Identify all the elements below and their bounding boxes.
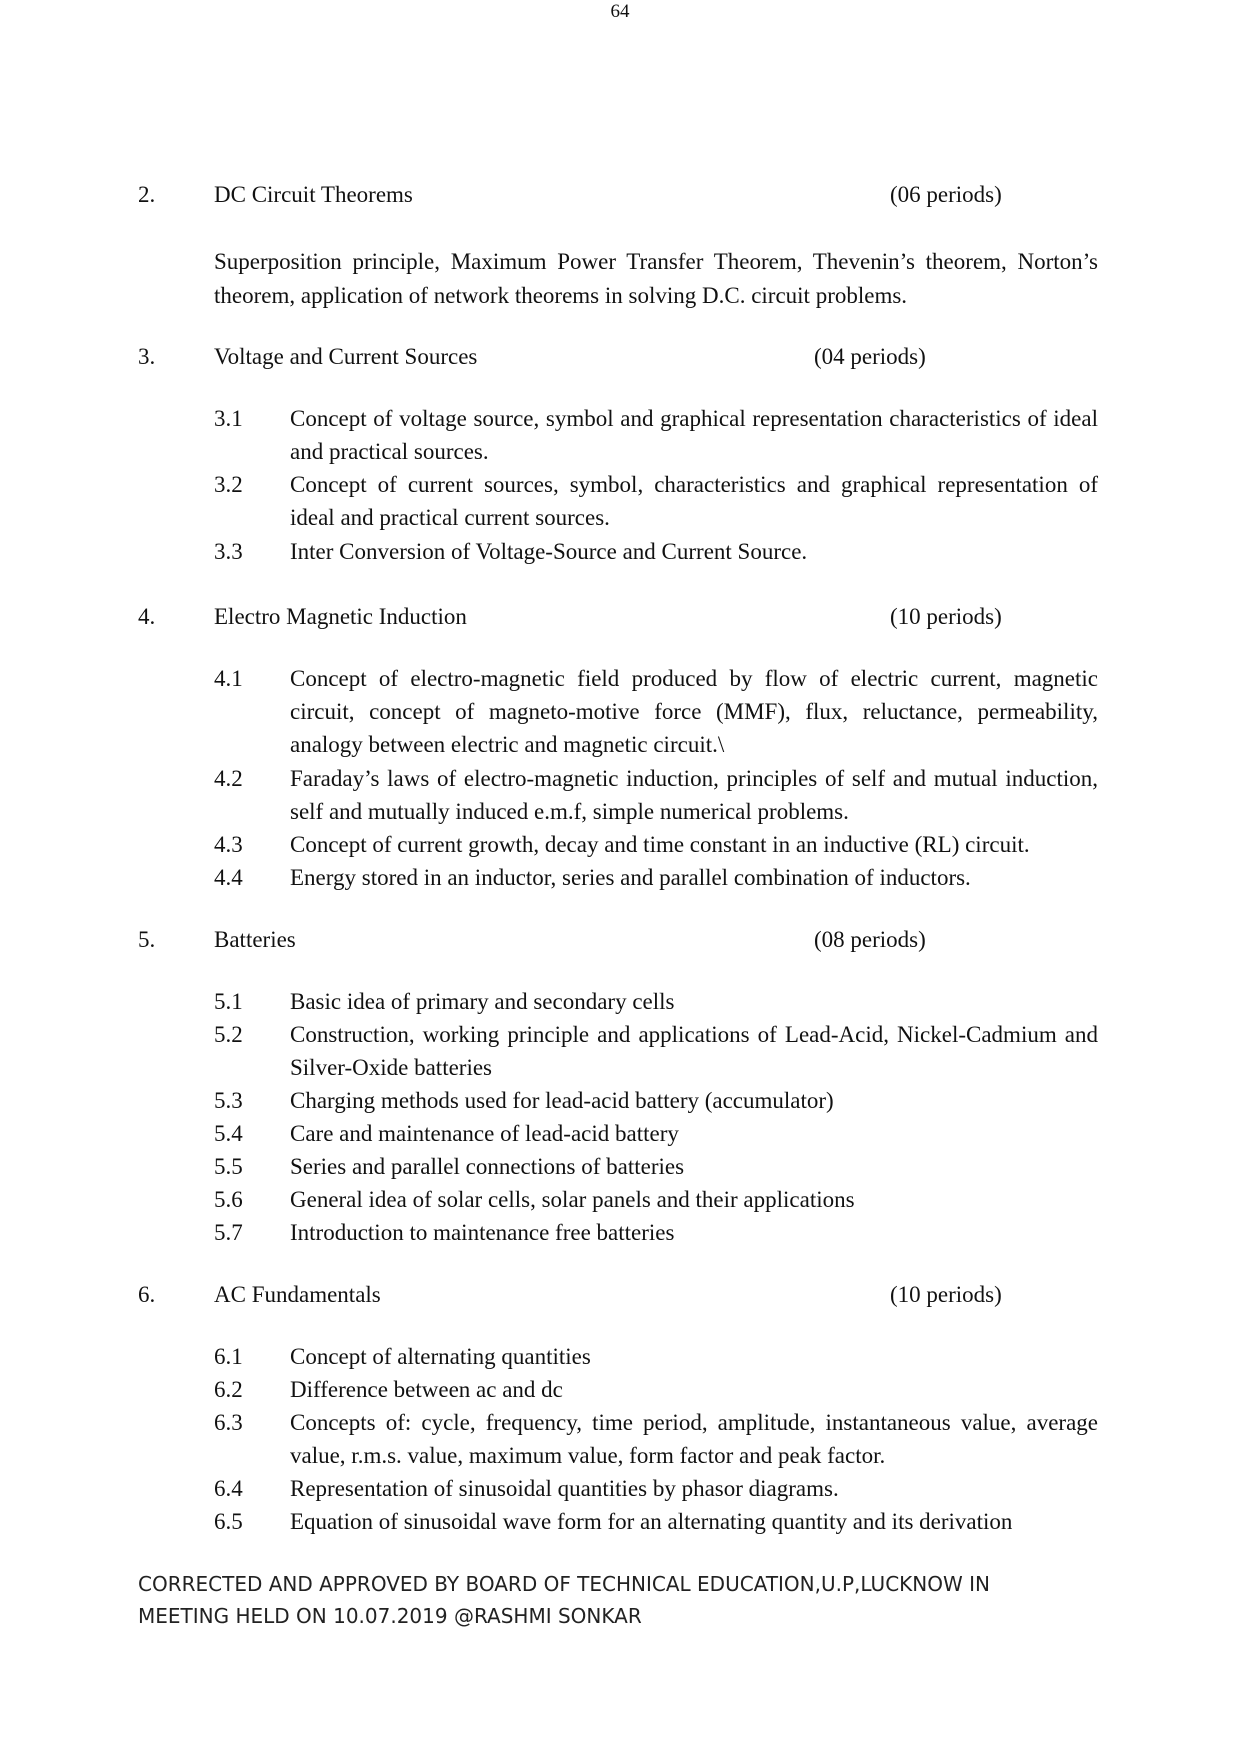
section-periods: (04 periods) bbox=[814, 344, 926, 369]
item-number: 5.3 bbox=[214, 1088, 243, 1113]
section-periods: (08 periods) bbox=[814, 927, 926, 952]
item-text: Concept of current sources, symbol, characteristics and graphical representation of ideal and practical current sources. bbox=[290, 472, 1098, 530]
item-text: Concepts of: cycle, frequency, time period, amplitude, instantaneous value, average value, r.m.s. value, maximum value, form factor and peak factor. bbox=[290, 1410, 1098, 1468]
item-text: Concept of alternating quantities bbox=[290, 1344, 591, 1369]
section-title: AC Fundamentals bbox=[214, 1282, 381, 1307]
item-text: Concept of voltage source, symbol and graphical representation characteristics of ideal and practical sources. bbox=[290, 406, 1098, 464]
section-periods: (10 periods) bbox=[890, 604, 1002, 629]
item-text: Difference between ac and dc bbox=[290, 1377, 563, 1402]
section-number: 4. bbox=[138, 604, 156, 629]
item-text: Introduction to maintenance free batteries bbox=[290, 1220, 675, 1245]
item-text: General idea of solar cells, solar panels and their applications bbox=[290, 1187, 855, 1212]
section-number: 2. bbox=[138, 182, 156, 207]
item-number: 6.1 bbox=[214, 1344, 243, 1369]
item-number: 3.3 bbox=[214, 539, 243, 564]
section-paragraph: Superposition principle, Maximum Power Transfer Theorem, Thevenin’s theorem, Norton’s theorem, application of network theorems in solving D.C. circuit problems. bbox=[214, 249, 1098, 308]
page-number: 64 bbox=[610, 1, 630, 22]
item-text: Concept of current growth, decay and time constant in an inductive (RL) circuit. bbox=[290, 832, 1030, 857]
item-number: 6.5 bbox=[214, 1509, 243, 1534]
item-number: 3.2 bbox=[214, 472, 243, 497]
item-number: 4.3 bbox=[214, 832, 243, 857]
item-number: 4.2 bbox=[214, 766, 243, 791]
item-text: Care and maintenance of lead-acid battery bbox=[290, 1121, 679, 1146]
item-text: Energy stored in an inductor, series and parallel combination of inductors. bbox=[290, 865, 971, 890]
item-number: 5.4 bbox=[214, 1121, 243, 1146]
item-text: Inter Conversion of Voltage-Source and Current Source. bbox=[290, 539, 808, 564]
item-number: 5.1 bbox=[214, 989, 243, 1014]
item-text: Series and parallel connections of batteries bbox=[290, 1154, 685, 1179]
section-title: Electro Magnetic Induction bbox=[214, 604, 467, 629]
section-title: DC Circuit Theorems bbox=[214, 182, 413, 207]
item-text: Basic idea of primary and secondary cells bbox=[290, 989, 675, 1014]
footer-line: CORRECTED AND APPROVED BY BOARD OF TECHNICAL EDUCATION,U.P,LUCKNOW IN bbox=[138, 1572, 990, 1596]
item-number: 5.6 bbox=[214, 1187, 243, 1212]
section-periods: (06 periods) bbox=[890, 182, 1002, 207]
section-title: Voltage and Current Sources bbox=[214, 344, 478, 369]
section-periods: (10 periods) bbox=[890, 1282, 1002, 1307]
item-number: 5.7 bbox=[214, 1220, 243, 1245]
item-number: 6.2 bbox=[214, 1377, 243, 1402]
item-number: 3.1 bbox=[214, 406, 243, 431]
item-text: Faraday’s laws of electro-magnetic induction, principles of self and mutual induction, self and mutually induced e.m.f, simple numerical problems. bbox=[290, 766, 1098, 824]
section-title: Batteries bbox=[214, 927, 296, 952]
item-text: Construction, working principle and applications of Lead-Acid, Nickel-Cadmium and Silver-Oxide batteries bbox=[290, 1022, 1098, 1080]
item-number: 5.5 bbox=[214, 1154, 243, 1179]
section-number: 5. bbox=[138, 927, 156, 952]
item-number: 4.1 bbox=[214, 666, 243, 691]
item-text: Concept of electro-magnetic field produced by flow of electric current, magnetic circuit, concept of magneto-motive force (MMF), flux, reluctance, permeability, analogy between electric and magnetic circuit.\ bbox=[290, 666, 1098, 757]
item-number: 6.4 bbox=[214, 1476, 243, 1501]
item-number: 5.2 bbox=[214, 1022, 243, 1047]
item-number: 4.4 bbox=[214, 865, 243, 890]
item-number: 6.3 bbox=[214, 1410, 243, 1435]
item-text: Charging methods used for lead-acid battery (accumulator) bbox=[290, 1088, 834, 1113]
item-text: Representation of sinusoidal quantities by phasor diagrams. bbox=[290, 1476, 839, 1501]
footer-line: MEETING HELD ON 10.07.2019 @RASHMI SONKAR bbox=[138, 1604, 642, 1628]
section-number: 6. bbox=[138, 1282, 156, 1307]
approval-footer bbox=[138, 1568, 1098, 1632]
item-text: Equation of sinusoidal wave form for an alternating quantity and its derivation bbox=[290, 1509, 1013, 1534]
section-number: 3. bbox=[138, 344, 156, 369]
